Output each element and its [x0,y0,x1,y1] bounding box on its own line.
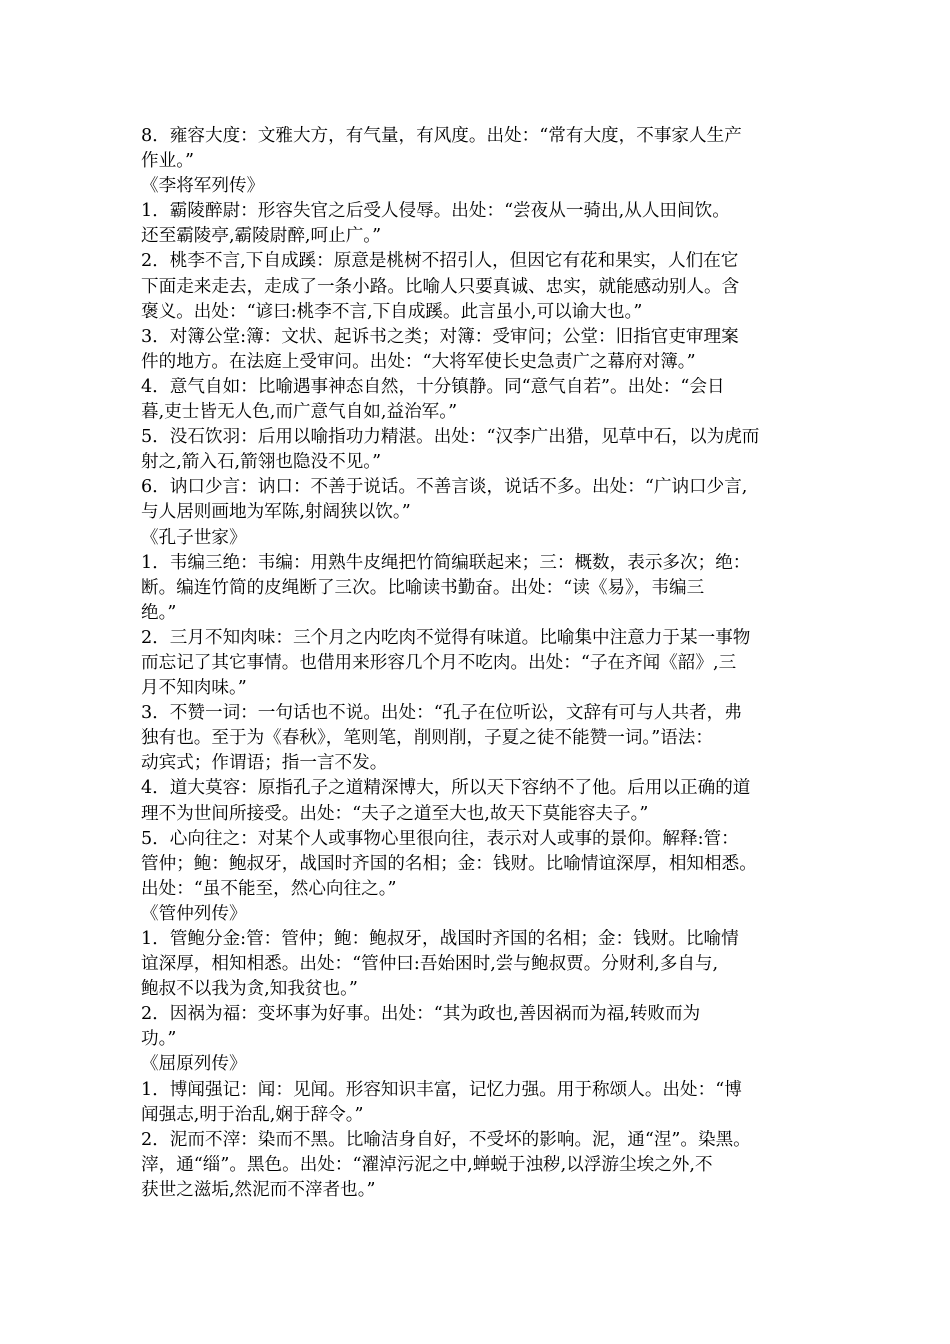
text-line: 作业。” [141,151,194,172]
text-line: 4．意气自如：比喻遇事神态自然，十分镇静。同“意气自若”。出处：“会日 [141,376,725,397]
section-heading: 《管仲列传》 [141,903,247,924]
section-heading: 《李将军列传》 [141,176,265,197]
text-line: 1．管鲍分金:管：管仲；鲍：鲍叔牙，战国时齐国的名相；金：钱财。比喻情 [141,929,739,949]
text-line: 1．博闻强记：闻：见闻。形容知识丰富，记忆力强。用于称颂人。出处：“博 [141,1079,742,1100]
text-line: 月不知肉味。” [141,678,247,699]
text-line: 2．泥而不滓：染而不黑。比喻洁身自好，不受坏的影响。泥，通“涅”。染黑。 [141,1129,751,1150]
text-line: 出处：“虽不能至，然心向往之。” [141,878,397,899]
text-line: 鲍叔不以我为贪,知我贫也。” [141,979,358,1000]
text-line: 1．霸陵醉尉：形容失官之后受人侵辱。出处：“尝夜从一骑出,从人田间饮。 [141,201,730,222]
text-line: 1．韦编三绝：韦编：用熟牛皮绳把竹简编联起来；三：概数，表示多次；绝： [141,552,751,573]
text-line: 3．对簿公堂:簿：文状、起诉书之类；对簿：受审问；公堂：旧指官吏审理案 [141,326,739,347]
text-line: 件的地方。在法庭上受审问。出处：“大将军使长史急责广之幕府对簿。” [141,351,696,372]
text-line: 获世之滋垢,然泥而不滓者也。” [141,1179,376,1200]
text-line: 2．桃李不言,下自成蹊：原意是桃树不招引人，但因它有花和果实，人们在它 [141,251,739,272]
text-line: 2．因祸为福：变坏事为好事。出处：“其为政也,善因祸而为福,转败而为 [141,1004,701,1025]
text-line: 5．心向往之：对某个人或事物心里很向往，表示对人或事的景仰。解释:管： [141,828,739,849]
text-line: 暮,吏士皆无人色,而广意气自如,益治军。” [141,402,458,423]
text-line: 闻强志,明于治乱,娴于辞令。” [141,1104,364,1125]
text-line: 下面走来走去，走成了一条小路。比喻人只要真诚、忠实，就能感动别人。含 [141,276,740,297]
text-line: 2．三月不知肉味：三个月之内吃肉不觉得有味道。比喻集中注意力于某一事物 [141,627,751,648]
text-line: 与人居则画地为军陈,射阔狭以饮。” [141,502,411,523]
text-line: 绝。” [141,602,177,623]
text-line: 射之,箭入石,箭翎也隐没不见。” [141,452,382,473]
section-heading: 《屈原列传》 [141,1054,247,1075]
text-line: 动宾式；作谓语；指一言不发。 [141,753,388,774]
text-line: 褒义。出处：“谚曰:桃李不言,下自成蹊。此言虽小,可以谕大也。” [141,301,643,322]
text-line: 4．道大莫容：原指孔子之道精深博大，所以天下容纳不了他。后用以正确的道 [141,778,751,799]
text-line: 谊深厚，相知相悉。出处：“管仲曰:吾始困时,尝与鲍叔贾。分财利,多自与, [141,954,719,975]
text-line: 3．不赞一词：一句话也不说。出处：“孔子在位听讼，文辞有可与人共者，弗 [141,703,742,724]
text-line: 8．雍容大度：文雅大方，有气量，有风度。出处：“常有大度，不事家人生产 [141,126,742,146]
text-line: 6．讷口少言：讷口：不善于说话。不善言谈，说话不多。出处：“广讷口少言, [141,477,748,498]
text-line: 功。” [141,1029,177,1050]
text-line: 独有也。至于为《春秋》，笔则笔，削则削，子夏之徒不能赞一词。”语法： [141,728,713,749]
text-line: 滓，通“缁”。黑色。出处：“濯淖污泥之中,蝉蜕于浊秽,以浮游尘埃之外,不 [141,1154,713,1175]
text-line: 而忘记了其它事情。也借用来形容几个月不吃肉。出处：“子在齐闻《韶》,三 [141,652,737,673]
text-line: 5．没石饮羽：后用以喻指功力精湛。出处：“汉李广出猎，见草中石，以为虎而 [141,427,760,448]
text-line: 断。编连竹简的皮绳断了三次。比喻读书勤奋。出处：“读《易》，韦编三 [141,577,705,598]
document-body [141,124,813,1203]
section-heading: 《孔子世家》 [141,527,247,548]
text-line: 还至霸陵亭,霸陵尉醉,呵止广。” [141,226,382,247]
text-line: 管仲；鲍：鲍叔牙，战国时齐国的名相；金：钱财。比喻情谊深厚，相知相悉。 [141,853,757,874]
text-line: 理不为世间所接受。出处：“夫子之道至大也,故天下莫能容夫子。” [141,803,649,824]
